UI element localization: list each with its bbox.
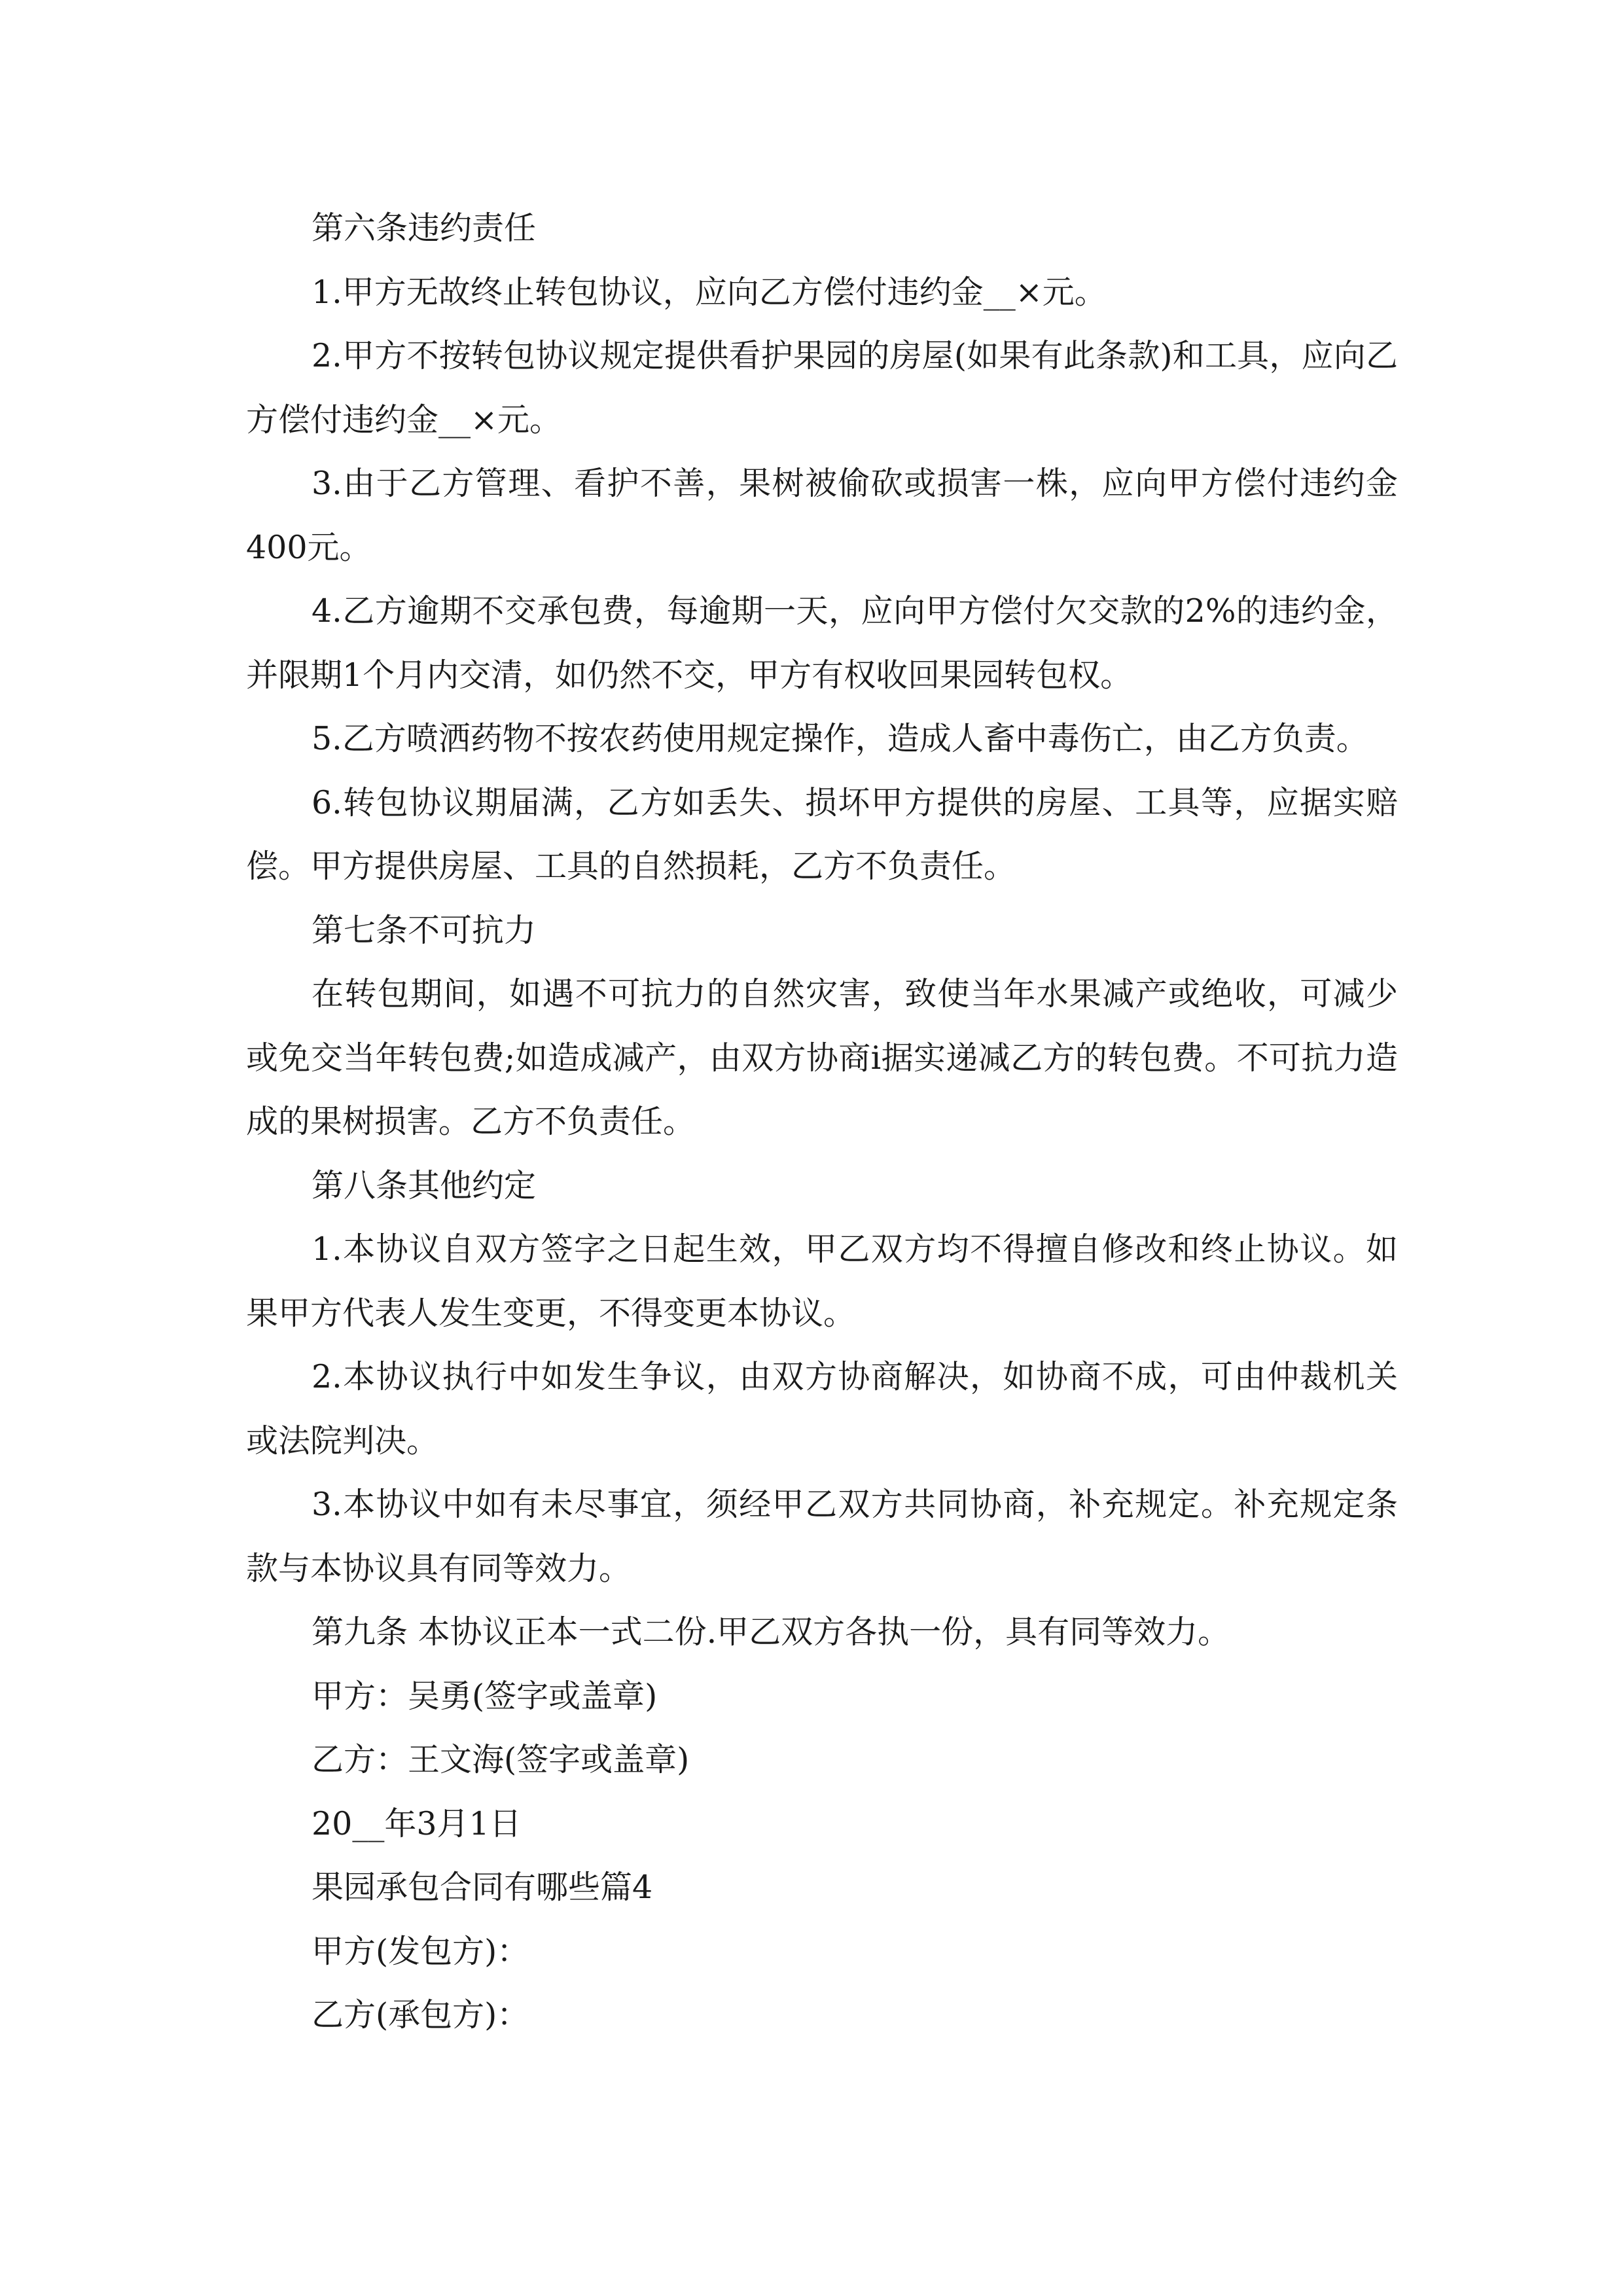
- article-6-heading: 第六条违约责任: [312, 209, 537, 247]
- paragraph: 1.本协议自双方签字之日起生效，甲乙双方均不得擅自修改和终止协议。如果甲方代表人发生变更，不得变更本协议。: [246, 1230, 1398, 1332]
- party-a-field: 甲方(发包方)：: [312, 1932, 529, 1970]
- paragraph: 6.转包协议期届满，乙方如丢失、损坏甲方提供的房屋、工具等，应据实赔偿。甲方提供房屋、工具的自然损耗，乙方不负责任。: [246, 783, 1398, 885]
- party-b-signature-line: 乙方：王文海(签字或盖章): [312, 1741, 690, 1778]
- paragraph: 5.乙方喷洒药物不按农药使用规定操作，造成人畜中毒伤亡，由乙方负责。: [312, 720, 1368, 757]
- party-a-signature-line: 甲方：吴勇(签字或盖章): [312, 1677, 658, 1715]
- paragraph: 在转包期间，如遇不可抗力的自然灾害，致使当年水果减产或绝收，可减少或免交当年转包费;如造成减产，由双方协商i据实递减乙方的转包费。不可抗力造成的果树损害。乙方不负责任。: [246, 975, 1398, 1140]
- section-title: 果园承包合同有哪些篇4: [312, 1869, 653, 1906]
- paragraph: 2.甲方不按转包协议规定提供看护果园的房屋(如果有此条款)和工具，应向乙方偿付违约金__×元。: [246, 337, 1398, 439]
- paragraph: 1.甲方无故终止转包协议，应向乙方偿付违约金__×元。: [312, 273, 1107, 311]
- article-9-clause: 第九条 本协议正本一式二份.甲乙双方各执一份，具有同等效力。: [312, 1613, 1230, 1651]
- paragraph: 2.本协议执行中如发生争议，由双方协商解决，如协商不成，可由仲裁机关或法院判决。: [246, 1358, 1398, 1460]
- article-7-heading: 第七条不可抗力: [312, 911, 537, 949]
- article-8-heading: 第八条其他约定: [312, 1166, 537, 1204]
- party-b-field: 乙方(承包方)：: [312, 1996, 529, 2034]
- date-line: 20__年3月1日: [312, 1804, 522, 1842]
- paragraph: 3.本协议中如有未尽事宜，须经甲乙双方共同协商，补充规定。补充规定条款与本协议具有同等效力。: [246, 1486, 1398, 1587]
- document-body: [246, 196, 1398, 2047]
- paragraph: 3.由于乙方管理、看护不善，果树被偷砍或损害一株，应向甲方偿付违约金400元。: [246, 465, 1398, 566]
- paragraph: 4.乙方逾期不交承包费，每逾期一天，应向甲方偿付欠交款的2%的违约金，并限期1个月内交清，如仍然不交，甲方有权收回果园转包权。: [246, 592, 1398, 694]
